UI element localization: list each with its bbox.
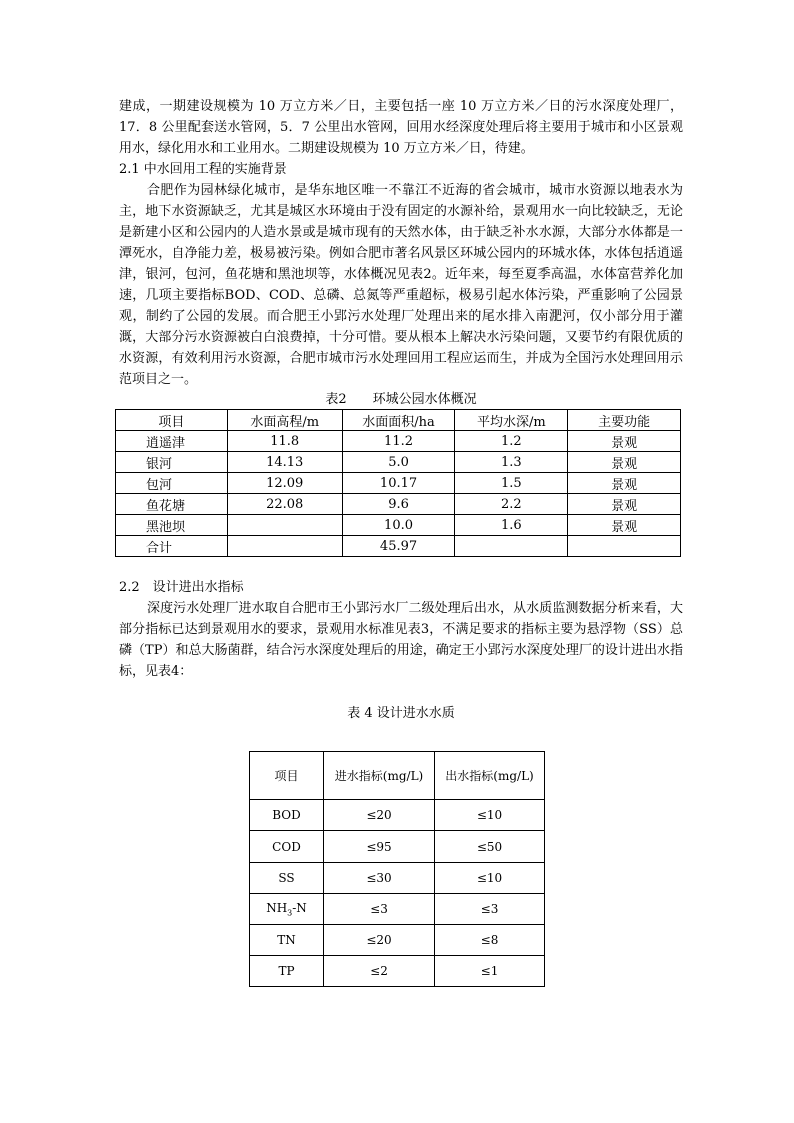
header-cell: 平均水深/m <box>455 410 568 431</box>
table-row <box>116 515 681 536</box>
table-row <box>116 452 681 473</box>
section-2-2-heading: 2.2 设计进出水指标 <box>119 580 244 595</box>
table-cell: 银河 <box>116 452 228 473</box>
table-cell: ≤2 <box>324 956 435 987</box>
table-cell: ≤8 <box>435 925 545 956</box>
header-cell: 项目 <box>250 752 324 800</box>
table-row <box>250 894 545 925</box>
table-cell: TN <box>250 925 324 956</box>
intro-paragraph: 建成，一期建设规模为 10 万立方米／日，主要包括一座 10 万立方米／日的污水深度处理厂，17．8 公里配套送水管网，5．7 公里出水管网，回用水经深度处理后将主要用于城市和小区景观用水，绿化用水和工业用水。二期建设规模为 10 万立方米／日，待建。 <box>119 99 683 156</box>
table-cell: ≤3 <box>435 894 545 925</box>
header-cell: 进水指标(mg/L) <box>324 752 435 800</box>
table-cell: 9.6 <box>342 494 455 515</box>
table-cell: 10.17 <box>342 473 455 494</box>
subscript-3: 3 <box>287 908 293 918</box>
header-cell: 出水指标(mg/L) <box>435 752 545 800</box>
section-2-2-paragraph: 深度污水处理厂进水取自合肥市王小郢污水厂二级处理后出水，从水质监测数据分析来看，大部分指标已达到景观用水的要求，景观用水标准见表3，不满足要求的指标主要为悬浮物（SS）总磷（TP）和总大肠菌群，结合污水深度处理后的用途，确定王小郢污水深度处理厂的设计进出水指标，见表4： <box>119 601 683 679</box>
table-cell: 合计 <box>116 536 228 557</box>
table-cell: 11.8 <box>227 431 342 452</box>
table-cell: ≤30 <box>324 863 435 894</box>
table-cell: 1.5 <box>455 473 568 494</box>
design-water-quality-table <box>249 751 545 987</box>
table-cell: 包河 <box>116 473 228 494</box>
table-4-caption: 表 4 设计进水水质 <box>347 706 455 721</box>
table-total-row <box>116 536 681 557</box>
table-cell: ≤10 <box>435 863 545 894</box>
table-cell: 景观 <box>568 452 681 473</box>
table-cell: SS <box>250 863 324 894</box>
table-cell: 景观 <box>568 431 681 452</box>
section-2-1-paragraph: 合肥作为园林绿化城市，是华东地区唯一不靠江不近海的省会城市，城市水资源以地表水为主，地下水资源缺乏，尤其是城区水环境由于没有固定的水源补给，景观用水一向比较缺乏，无论是新建小区和公园内的人造水景或是城市现有的天然水体，由于缺乏补水水源，大部分水体都是一潭死水，自净能力差，极易被污染。例如合肥市著名风景区环城公园内的环城水体，水体包括逍遥津，银河，包河，鱼花塘和黑池坝等，水体概况见表2。近年来，每至夏季高温，水体富营养化加速，几项主要指标BOD、COD、总磷、总氮等严重超标，极易引起水体污染，严重影响了公园景观，制约了公园的发展。而合肥王小郢污水处理厂处理出来的尾水排入南淝河，仅小部分用于灌溉，大部分污水资源被白白浪费掉，十分可惜。要从根本上解决水污染问题，又要节约有限优质的水资源，有效利用污水资源，合肥市城市污水处理回用工程应运而生，并成为全国污水处理回用示范项目之一。 <box>119 183 683 387</box>
table-cell: 1.6 <box>455 515 568 536</box>
table-cell: 逍遥津 <box>116 431 228 452</box>
header-cell: 水面面积/ha <box>342 410 455 431</box>
table-cell: ≤10 <box>435 800 545 831</box>
table-header-row <box>116 410 681 431</box>
table-cell: 45.97 <box>342 536 455 557</box>
water-body-table <box>115 409 681 557</box>
section-2-1-heading: 2.1 中水回用工程的实施背景 <box>119 162 287 177</box>
table-row <box>250 863 545 894</box>
header-cell: 项目 <box>116 410 228 431</box>
table-cell: ≤95 <box>324 831 435 863</box>
table-row <box>250 956 545 987</box>
table-cell <box>568 536 681 557</box>
table-cell: 1.2 <box>455 431 568 452</box>
table-cell: 景观 <box>568 473 681 494</box>
table-cell: COD <box>250 831 324 863</box>
table-cell: ≤50 <box>435 831 545 863</box>
table-cell: ≤20 <box>324 800 435 831</box>
document-page <box>119 96 683 987</box>
table-cell: ≤20 <box>324 925 435 956</box>
table-row <box>250 831 545 863</box>
table-cell: 12.09 <box>227 473 342 494</box>
table-cell: 11.2 <box>342 431 455 452</box>
table-cell: ≤1 <box>435 956 545 987</box>
table-cell: 14.13 <box>227 452 342 473</box>
table-row <box>250 925 545 956</box>
table-2-caption: 表2 环城公园水体概况 <box>325 392 477 407</box>
table-cell: TP <box>250 956 324 987</box>
table-cell <box>227 515 342 536</box>
table-cell: 1.3 <box>455 452 568 473</box>
table-cell: 2.2 <box>455 494 568 515</box>
header-cell: 主要功能 <box>568 410 681 431</box>
table-cell: 景观 <box>568 494 681 515</box>
table-cell: ≤3 <box>324 894 435 925</box>
table-cell: 黑池坝 <box>116 515 228 536</box>
table-row <box>250 800 545 831</box>
table-cell <box>227 536 342 557</box>
table-cell: BOD <box>250 800 324 831</box>
table-cell: 鱼花塘 <box>116 494 228 515</box>
table-cell: 景观 <box>568 515 681 536</box>
table-cell: 10.0 <box>342 515 455 536</box>
table-row <box>116 431 681 452</box>
table-cell <box>455 536 568 557</box>
table-cell: $NH_3-N$ <box>250 894 324 925</box>
header-cell: 水面高程/m <box>227 410 342 431</box>
table-row <box>116 494 681 515</box>
table-cell: 5.0 <box>342 452 455 473</box>
table-header-row <box>250 752 545 800</box>
table-cell: 22.08 <box>227 494 342 515</box>
table-row <box>116 473 681 494</box>
